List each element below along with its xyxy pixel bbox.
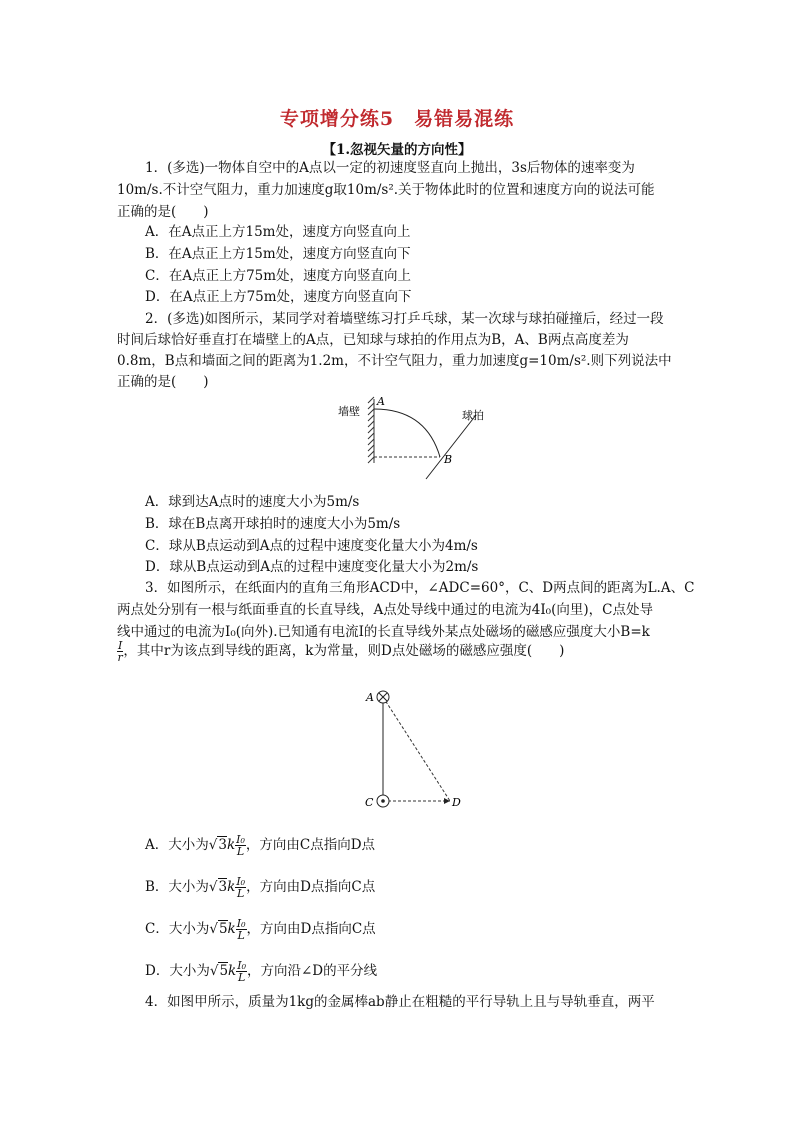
label-b: B [444,453,453,466]
q3-option-c: C．大小为√5k $\frac{\text{I₀}}{L}$ ，方向由D点指向C点 [145,917,376,942]
label-a: A [366,691,374,704]
q3-option-a: A．大小为√3k $\frac{\text{I₀}}{L}$ ，方向由C点指向D点 [145,833,376,858]
page-title: 专项增分练5 易错易混练 [279,108,515,130]
q3-line-4-text: ，其中r为该点到导线的距离，k为常量，则D点处磁场的磁感应强度( ) [123,643,565,659]
q3-line-4 [117,640,677,663]
q2-line-3: 0.8m，B点和墙面之间的距离为1.2m，不计空气阻力，重力加速度g=10m/s².则下列说法中 [117,353,672,369]
q4-line-1: 4．如图甲所示，质量为1kg的金属棒ab静止在粗糙的平行导轨上且与导轨垂直，两平 [145,994,655,1010]
section-heading: 【1.忽视矢量的方向性】 [322,142,472,158]
ball-trajectory [374,409,440,457]
q3-option-d: D．大小为√5k $\frac{\text{I₀}}{L}$ ，方向沿∠D的平分线 [145,959,378,984]
q2-figure [330,393,490,485]
wall-hatching [368,397,374,463]
q2-option-b: B．球在B点离开球拍时的速度大小为5m/s [145,516,401,532]
q1-option-c: C．在A点正上方75m处，速度方向竖直向上 [145,268,412,284]
label-d: D [452,796,461,809]
q2-option-a: A．球到达A点时的速度大小为5m/s [145,494,360,510]
q1-line-1: 1．(多选)一物体自空中的A点以一定的初速度竖直向上抛出，3s后物体的速率变为 [145,160,635,176]
label-wall: 墙壁 [338,405,360,418]
q2-option-c: C．球从B点运动到A点的过程中速度变化量大小为4m/s [145,538,478,554]
q1-option-a: A．在A点正上方15m处，速度方向竖直向上 [145,224,411,240]
q1-line-3: 正确的是( ) [117,204,209,220]
racket-line [426,415,476,479]
formula-fraction: $\frac{I}{r}$ [117,639,123,664]
q1-option-b: B．在A点正上方15m处，速度方向竖直向下 [145,246,411,262]
q2-line-2: 时间后球恰好垂直打在墙壁上的A点，已知球与球拍的作用点为B，A、B两点高度差为 [117,332,629,348]
q1-line-2: 10m/s.不计空气阻力，重力加速度g取10m/s².关于物体此时的位置和速度方向的说法可能 [117,182,655,198]
q3-line-2: 两点处分别有一根与纸面垂直的长直导线，A点处导线中通过的电流为4I₀(向里)，C点处导 [117,602,653,618]
q1-option-d: D．在A点正上方75m处，速度方向竖直向下 [145,289,412,305]
q2-line-1: 2．(多选)如图所示，某同学对着墙壁练习打乒乓球，某一次球与球拍碰撞后，经过一段 [145,311,664,327]
q3-line-3: 线中通过的电流为I₀(向外).已知通有电流I的长直导线外某点处磁场的磁感应强度大小B=k [117,624,650,640]
label-c: C [365,796,374,809]
q2-line-4: 正确的是( ) [117,374,209,390]
q3-figure [360,685,470,811]
q3-line-1: 3．如图所示，在纸面内的直角三角形ACD中，∠ADC=60°，C、D两点间的距离为L.A、C [145,580,695,596]
label-racket: 球拍 [462,409,484,422]
line-ad [383,697,450,801]
label-a: A [377,395,385,408]
q3-option-b: B．大小为√3k $\frac{\text{I₀}}{L}$ ，方向由D点指向C点 [145,875,376,900]
q2-option-d: D．球从B点运动到A点的过程中速度变化量大小为2m/s [145,559,479,575]
